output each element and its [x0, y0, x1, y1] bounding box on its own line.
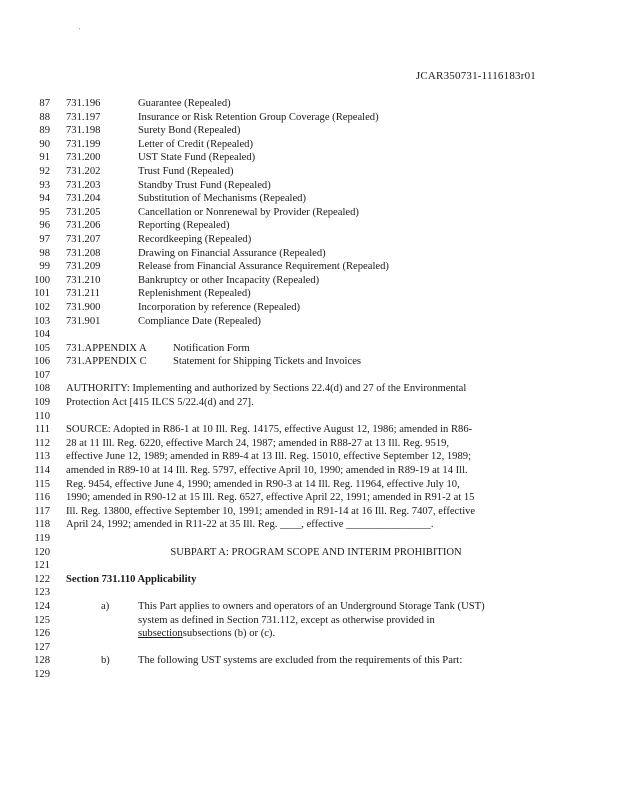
section-title: Incorporation by reference (Repealed) [138, 301, 301, 313]
line-number: 100 [34, 274, 50, 286]
appendix-row [0, 355, 618, 369]
blank-line [0, 369, 618, 383]
line-number: 110 [34, 410, 50, 422]
section-list-row [0, 219, 618, 233]
source-line [0, 423, 618, 437]
line-number: 98 [39, 247, 50, 259]
section-title: Surety Bond (Repealed) [138, 125, 241, 137]
line-number: 95 [39, 206, 50, 218]
section-number: 731.206 [66, 220, 101, 232]
appendix-code: 731.APPENDIX A [66, 342, 147, 354]
source-text: Ill. Reg. 13800, effective September 10, 1991; amended in R91-14 at 16 Ill. Reg. 7407, effective [66, 505, 476, 517]
source-text: 1990; amended in R90-12 at 15 Ill. Reg. 6527, effective April 22, 1991; amended in R91-2 at 15 [66, 492, 475, 504]
blank-line [0, 559, 618, 573]
section-title: Release from Financial Assurance Requirement (Repealed) [138, 261, 389, 273]
section-number: 731.197 [66, 111, 101, 123]
line-number: 92 [39, 165, 50, 177]
section-list-row [0, 260, 618, 274]
line-number: 91 [39, 152, 50, 164]
section-title: Bankruptcy or other Incapacity (Repealed) [138, 274, 320, 286]
section-number: 731.204 [66, 193, 101, 205]
section-heading-line [0, 573, 618, 587]
source-text: amended in R89-10 at 14 Ill. Reg. 5797, effective April 10, 1990; amended in R89-19 at 14 Ill. [66, 465, 468, 477]
line-number: 118 [34, 519, 50, 531]
section-list-row [0, 233, 618, 247]
section-number: 731.208 [66, 247, 101, 259]
line-number: 103 [34, 315, 50, 327]
section-number: 731.196 [66, 98, 101, 109]
blank-line [0, 328, 618, 342]
line-number: 129 [34, 668, 50, 680]
source-line [0, 464, 618, 478]
line-number: 94 [39, 193, 50, 205]
line-number: 99 [39, 261, 50, 273]
section-number: 731.901 [66, 315, 101, 327]
line-number: 88 [39, 111, 50, 123]
section-title: Letter of Credit (Repealed) [138, 138, 254, 150]
section-list-row [0, 274, 618, 288]
source-text: Reg. 9454, effective June 4, 1990; amended in R90-3 at 14 Ill. Reg. 11964, effective July 10, [66, 478, 460, 490]
line-number: 121 [34, 560, 50, 572]
line-number: 120 [34, 546, 50, 558]
section-title: Replenishment (Repealed) [138, 288, 251, 300]
line-number: 89 [39, 125, 50, 137]
source-block [0, 423, 618, 532]
para-b-label: b) [101, 655, 110, 667]
line-number: 128 [34, 655, 50, 667]
line-number: 114 [34, 465, 50, 477]
section-number: 731.198 [66, 125, 101, 137]
section-number: 731.203 [66, 179, 101, 191]
section-list-row [0, 124, 618, 138]
authority-text: AUTHORITY: Implementing and authorized by Sections 22.4(d) and 27 of the Environmental [66, 383, 467, 395]
line-number: 119 [34, 533, 50, 544]
section-list-row [0, 179, 618, 193]
section-list-row [0, 151, 618, 165]
line-number: 104 [34, 329, 50, 341]
line-number: 101 [34, 288, 50, 300]
line-number: 122 [34, 573, 50, 585]
line-number: 117 [34, 505, 50, 517]
line-number: 106 [34, 356, 50, 368]
line-number: 115 [34, 478, 50, 490]
source-line [0, 450, 618, 464]
line-number: 124 [34, 600, 50, 612]
para-b-text: The following UST systems are excluded from the requirements of this Part: [138, 655, 463, 667]
line-number: 97 [39, 233, 50, 245]
section-list-row [0, 315, 618, 329]
para-a-line [0, 600, 618, 614]
line-number: 107 [34, 369, 50, 381]
line-number: 102 [34, 301, 50, 313]
section-list-row [0, 165, 618, 179]
appendix-title: Notification Form [173, 342, 250, 354]
para-a-tail: subsections (b) or (c). [182, 628, 276, 640]
line-number: 90 [39, 138, 50, 150]
line-number: 87 [39, 98, 50, 109]
section-number: 731.211 [66, 288, 101, 300]
line-number: 109 [34, 397, 50, 409]
source-line [0, 518, 618, 532]
para-a-line [0, 627, 618, 641]
authority-block [0, 382, 618, 409]
line-number: 96 [39, 220, 50, 232]
appendix-row [0, 342, 618, 356]
line-number: 113 [34, 451, 50, 463]
source-line [0, 491, 618, 505]
line-number: 108 [34, 383, 50, 395]
line-number: 123 [34, 587, 50, 599]
section-title: Standby Trust Fund (Repealed) [138, 179, 271, 191]
blank-line [0, 586, 618, 600]
para-a-label: a) [101, 600, 110, 612]
line-number: 126 [34, 628, 50, 640]
section-title: UST State Fund (Repealed) [138, 152, 256, 164]
section-number: 731.210 [66, 274, 101, 286]
line-number: 116 [34, 492, 50, 504]
section-number: 731.202 [66, 165, 101, 177]
appendix-code: 731.APPENDIX C [66, 356, 147, 368]
blank-line [0, 668, 618, 682]
blank-line [0, 410, 618, 424]
para-b-line [0, 654, 618, 668]
section-title: Cancellation or Nonrenewal by Provider (Repealed) [138, 206, 359, 218]
subpart-title: SUBPART A: PROGRAM SCOPE AND INTERIM PROHIBITION [170, 546, 462, 558]
section-title: Compliance Date (Repealed) [138, 315, 261, 327]
source-line [0, 505, 618, 519]
para-a-line [0, 614, 618, 628]
authority-line [0, 382, 618, 396]
section-title: Guarantee (Repealed) [138, 98, 231, 109]
source-text: 28 at 11 Ill. Reg. 6220, effective March 24, 1987; amended in R88-27 at 13 Ill. Reg. 9519, [66, 437, 450, 449]
authority-text: Protection Act [415 ILCS 5/22.4(d) and 27]. [66, 397, 254, 409]
section-title: Reporting (Repealed) [138, 220, 230, 232]
section-number: 731.205 [66, 206, 101, 218]
line-number: 111 [34, 424, 50, 436]
section-title: Insurance or Risk Retention Group Coverage (Repealed) [138, 111, 379, 123]
section-list-row [0, 192, 618, 206]
section-list-row [0, 97, 618, 111]
para-a-text [138, 627, 275, 641]
section-title: Drawing on Financial Assurance (Repealed) [138, 247, 326, 259]
document-id: JCAR350731-1116183r01 [415, 70, 536, 82]
source-line [0, 437, 618, 451]
section-list-row [0, 206, 618, 220]
source-text: April 24, 1992; amended in R11-22 at 35 Ill. Reg. ____, effective ________________. [66, 519, 434, 531]
scan-mark: ' [79, 28, 81, 34]
subpart-line [0, 546, 618, 560]
source-text: effective June 12, 1989; amended in R89-4 at 13 Ill. Reg. 15010, effective September 12, 1989; [66, 451, 472, 463]
section-list-row [0, 111, 618, 125]
line-number: 93 [39, 179, 50, 191]
appendix-title: Statement for Shipping Tickets and Invoices [173, 356, 362, 368]
section-list-row [0, 301, 618, 315]
line-number: 125 [34, 614, 50, 626]
para-a-text: system as defined in Section 731.112, except as otherwise provided in [138, 614, 435, 626]
section-number: 731.209 [66, 261, 101, 273]
section-title: Substitution of Mechanisms (Repealed) [138, 193, 306, 205]
section-list-row [0, 138, 618, 152]
para-a-text: This Part applies to owners and operators of an Underground Storage Tank (UST) [138, 600, 485, 612]
section-number: 731.199 [66, 138, 101, 150]
blank-line [0, 641, 618, 655]
section-number: 731.200 [66, 152, 101, 164]
section-number: 731.900 [66, 301, 101, 313]
line-number: 127 [34, 641, 50, 653]
line-number: 112 [34, 437, 50, 449]
section-heading: Section 731.110 Applicability [66, 573, 197, 585]
blank-line [0, 532, 618, 546]
line-number: 105 [34, 342, 50, 354]
section-list-row [0, 247, 618, 261]
section-number: 731.207 [66, 233, 101, 245]
section-title: Recordkeeping (Repealed) [138, 233, 252, 245]
source-line [0, 478, 618, 492]
section-title: Trust Fund (Repealed) [138, 165, 234, 177]
underlined-insertion: subsection [138, 628, 183, 640]
authority-line [0, 396, 618, 410]
source-text: SOURCE: Adopted in R86-1 at 10 Ill. Reg. 14175, effective August 12, 1986; amended in R86- [66, 424, 473, 436]
document-body [0, 97, 618, 682]
section-list-row [0, 287, 618, 301]
